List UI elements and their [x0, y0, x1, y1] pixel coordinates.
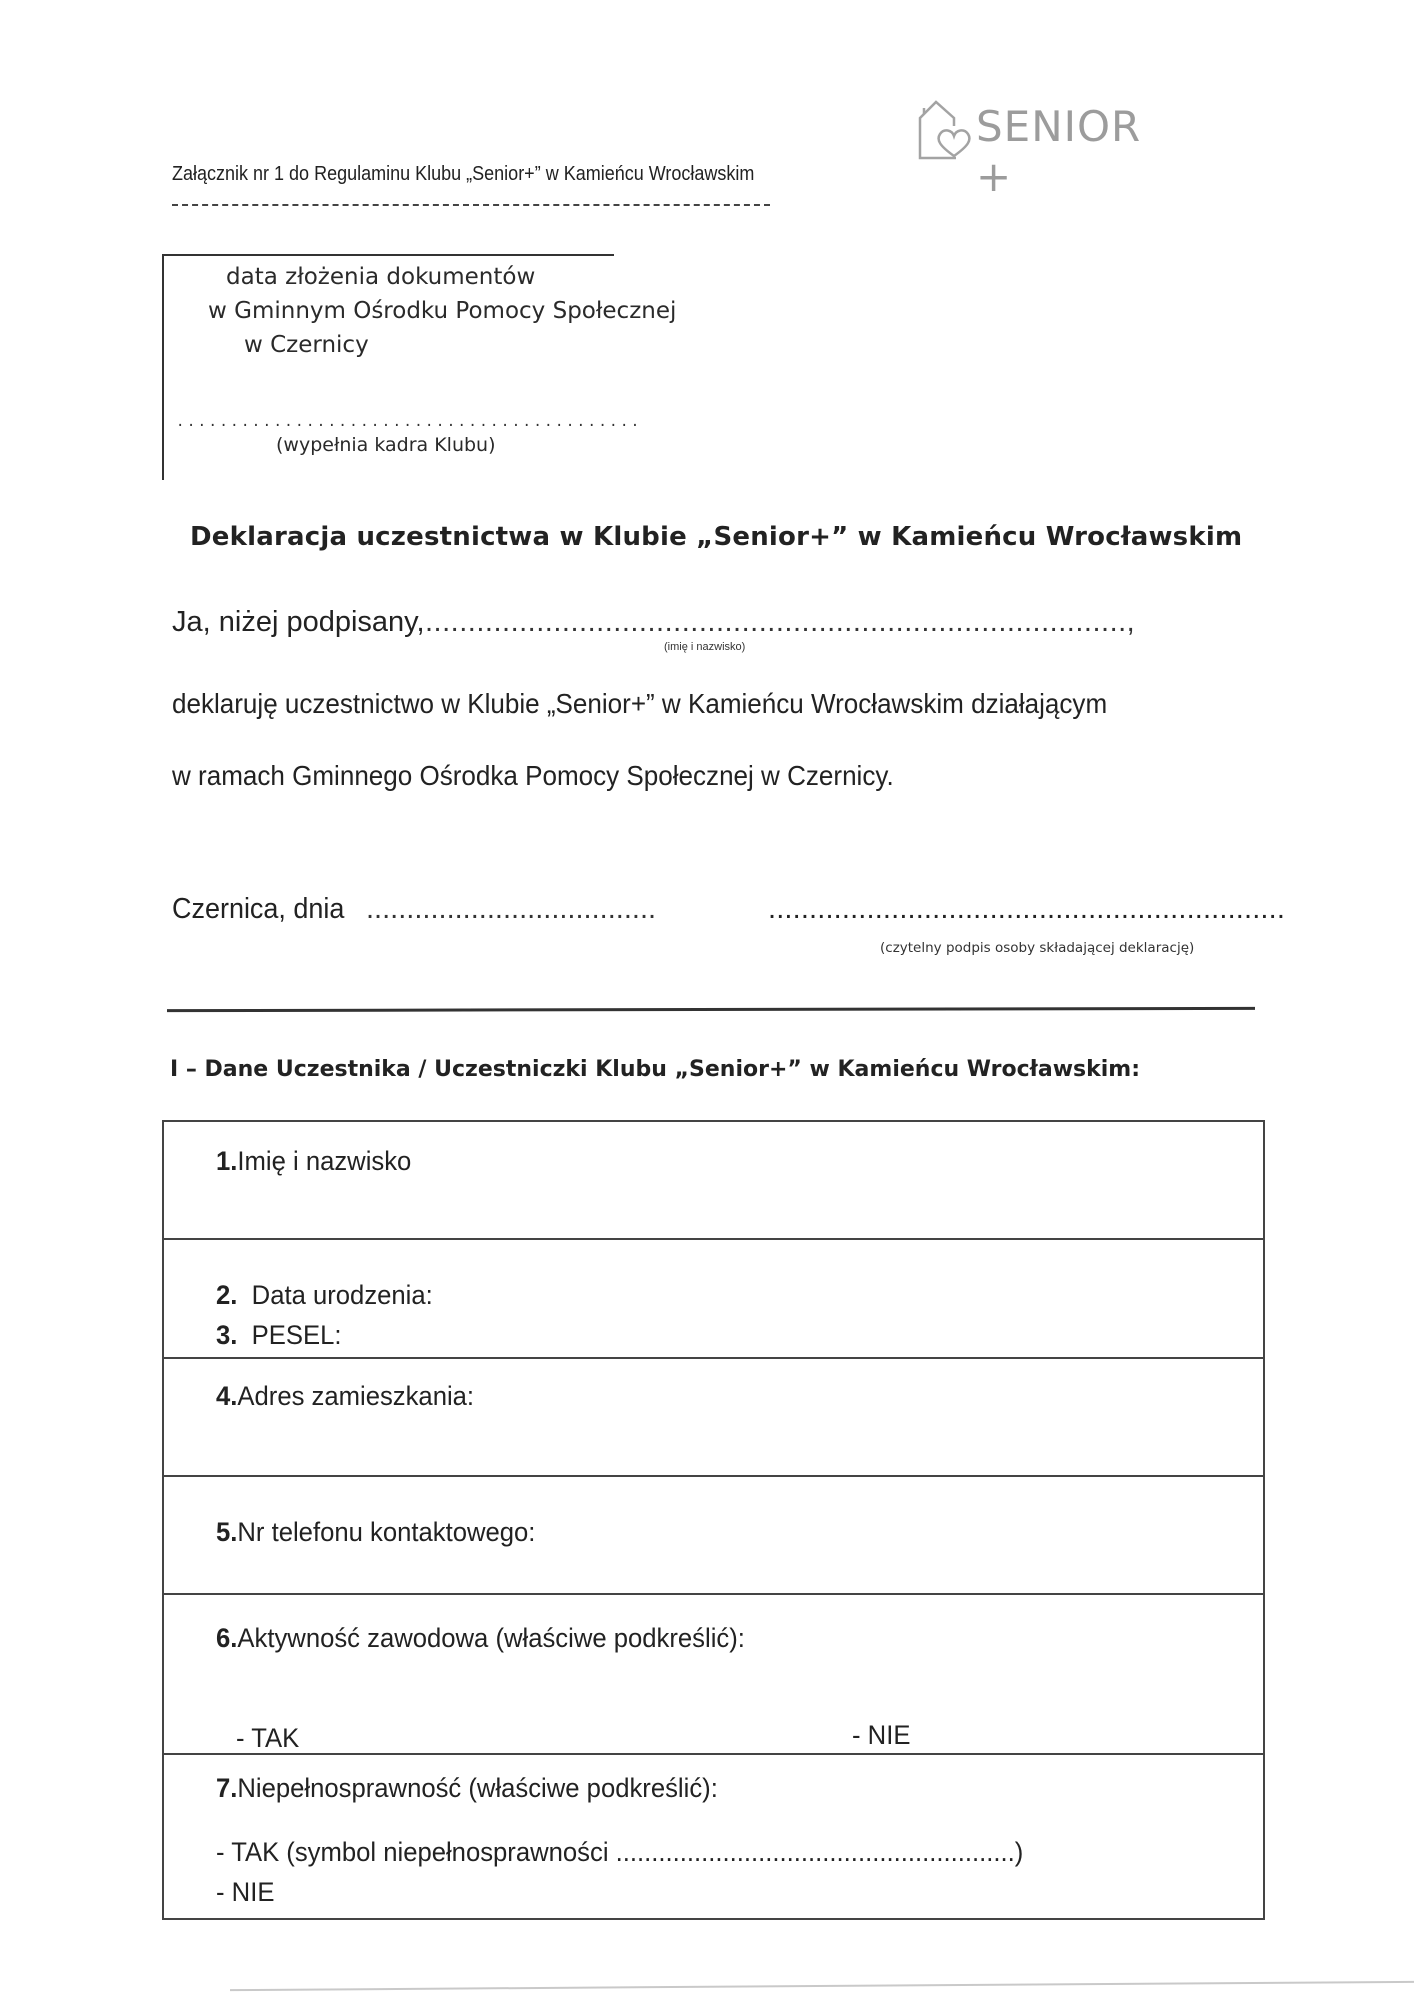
row-phone[interactable] — [164, 1477, 1263, 1595]
row-label — [216, 1280, 433, 1311]
row-label-text: Aktywność zawodowa (właściwe podkreślić): — [237, 1623, 745, 1653]
row-number: 7. — [216, 1773, 238, 1803]
disability-no-option[interactable]: - NIE — [216, 1877, 275, 1907]
full-name-field[interactable]: .................................................................................., — [425, 606, 1136, 638]
row-label-text: Imię i nazwisko — [237, 1146, 412, 1176]
row-number: 3. — [216, 1320, 238, 1350]
disability-yes-option[interactable]: - TAK (symbol niepełnosprawności ........................................................) — [216, 1837, 1024, 1867]
undersigned-label: Ja, niżej podpisany, — [172, 606, 425, 638]
participant-data-table — [162, 1120, 1265, 1920]
scan-edge-artifact — [230, 1981, 1414, 1991]
place-date-label: Czernica, dnia — [172, 893, 345, 925]
row-number: 6. — [216, 1623, 238, 1653]
declaration-line-2: w ramach Gminnego Ośrodka Pomocy Społecznej w Czernicy. — [172, 760, 894, 791]
declaration-title: Deklaracja uczestnictwa w Klubie „Senior+” w Kamieńcu Wrocławskim — [190, 522, 1243, 552]
senior-plus-logo — [914, 96, 1154, 201]
row-label — [216, 1517, 535, 1548]
box-line-3: w Czernicy — [244, 332, 369, 358]
logo-text: SENIOR + — [976, 102, 1142, 201]
birthdate-label: Data urodzenia: — [251, 1280, 433, 1310]
signature-caption: (czytelny podpis osoby składającej deklarację) — [880, 940, 1195, 956]
row-full-name[interactable] — [164, 1122, 1263, 1240]
row-label — [216, 1773, 718, 1804]
row-number: 2. — [216, 1280, 238, 1310]
row-birthdate-pesel[interactable] — [164, 1240, 1263, 1359]
row-disability — [164, 1755, 1263, 1920]
dashed-divider — [172, 204, 770, 206]
section-divider — [167, 1007, 1255, 1012]
row-label-text: Adres zamieszkania: — [237, 1381, 475, 1411]
attachment-header: Załącznik nr 1 do Regulaminu Klubu „Senior+” w Kamieńcu Wrocławskim — [172, 163, 755, 185]
full-name-caption: (imię i nazwisko) — [664, 641, 746, 653]
row-address[interactable] — [164, 1359, 1263, 1477]
row-label-text: Nr telefonu kontaktowego: — [237, 1517, 536, 1547]
box-line-1: data złożenia dokumentów — [226, 264, 536, 290]
signature-field[interactable]: ............................................................... — [768, 893, 1286, 925]
submission-date-field[interactable]: ........................................... — [176, 414, 642, 430]
pesel-label: PESEL: — [251, 1320, 342, 1350]
row-label-text: Niepełnosprawność (właściwe podkreślić): — [237, 1773, 718, 1803]
row-number: 1. — [216, 1146, 238, 1176]
employment-yes-option[interactable]: - TAK — [236, 1723, 300, 1753]
box-caption: (wypełnia kadra Klubu) — [276, 434, 496, 456]
row-number: 5. — [216, 1517, 238, 1547]
declaration-line-1: deklaruję uczestnictwo w Klubie „Senior+” w Kamieńcu Wrocławskim działającym — [172, 688, 1108, 719]
submission-date-box — [162, 254, 677, 480]
date-field[interactable]: .................................... — [366, 893, 657, 925]
row-label — [216, 1623, 745, 1654]
employment-no-option[interactable]: - NIE — [852, 1720, 911, 1750]
house-heart-icon — [914, 96, 976, 162]
row-number: 4. — [216, 1381, 238, 1411]
box-line-2: w Gminnym Ośrodku Pomocy Społecznej — [208, 298, 677, 324]
row-employment — [164, 1595, 1263, 1755]
row-label — [216, 1381, 474, 1412]
section-1-heading: I – Dane Uczestnika / Uczestniczki Klubu „Senior+” w Kamieńcu Wrocławskim: — [170, 1057, 1141, 1082]
row-label — [216, 1320, 342, 1351]
row-label — [216, 1146, 411, 1177]
